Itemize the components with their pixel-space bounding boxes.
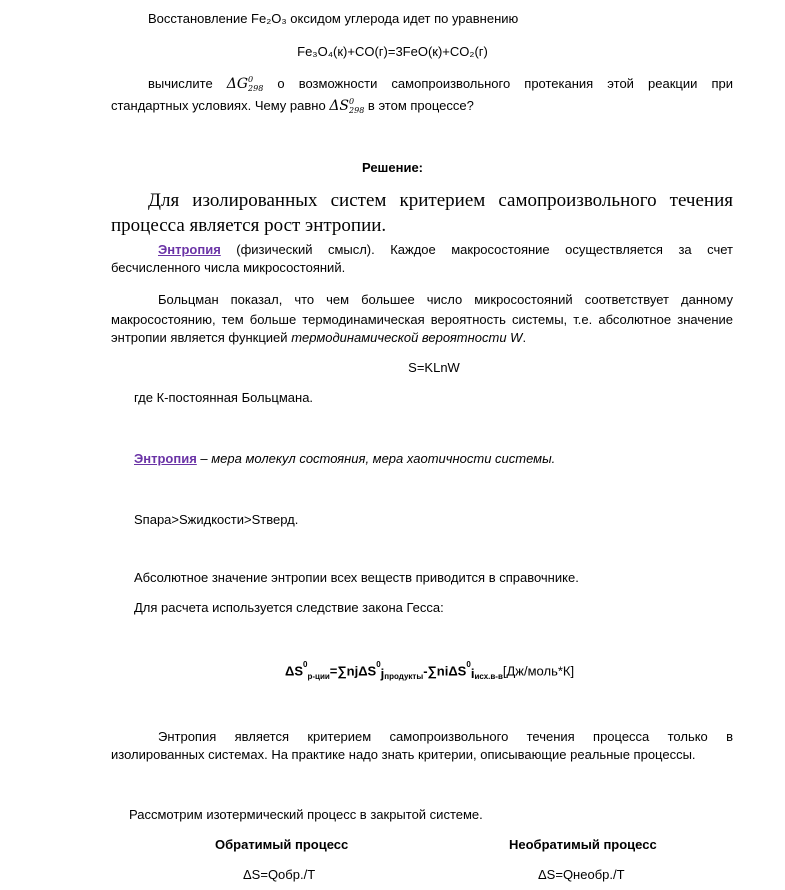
task-intro: Восстановление Fe₂O₃ оксидом углерода идет по уравнению (148, 11, 519, 26)
entropy-definition-cont: бесчисленного числа микросостояний. (111, 260, 346, 275)
hess-formula: $\Delta S^0_{р-ции}=\sum nj\Delta S^0j_{продукты}-\sum ni\Delta S^0i_{исх.в-в}[Дж/моль*К]$ (285, 660, 575, 682)
entropy-link[interactable]: Энтропия (158, 242, 221, 257)
task-text: о возможности самопроизвольного протекания этой реакции при (277, 76, 733, 91)
hess-intro: Для расчета используется следствие закона Гесса: (134, 600, 444, 615)
irreversible-equation: ΔS=Qнеобр./T (538, 867, 625, 882)
boltzmann-line-2: макросостоянию, тем больше термодинамическая вероятность системы, т.е. абсолютное значение (111, 312, 733, 327)
irreversible-heading: Необратимый процесс (509, 837, 657, 852)
boltzmann-line-3: энтропии является функцией термодинамической вероятности W. (111, 330, 527, 345)
entropy-order: Sпара>Sжидкости>Sтверд. (134, 512, 299, 527)
statement-line-1: Для изолированных систем критерием самопроизвольного течения (148, 190, 733, 211)
task-verb: вычислите (148, 76, 213, 91)
reference-note: Абсолютное значение энтропии всех веществ приводится в справочнике. (134, 570, 579, 585)
boltzmann-formula: S=KLnW (408, 360, 460, 375)
boltzmann-constant-note: где К-постоянная Больцмана. (134, 390, 314, 405)
entropy-chaos-definition: Энтропия – мера молекул состояния, мера хаотичности системы. (134, 451, 556, 466)
solution-heading: Решение: (361, 160, 424, 175)
reversible-heading: Обратимый процесс (215, 837, 349, 852)
entropy-link-2[interactable]: Энтропия (134, 451, 197, 466)
task-line-1 (148, 74, 733, 94)
reversible-equation: ΔS=Qобр./T (243, 867, 316, 882)
reaction-equation: Fe₃O₄(к)+CO(г)=3FeO(к)+CO₂(г) (297, 44, 488, 59)
isothermal-intro: Рассмотрим изотермический процесс в закрытой системе. (129, 807, 483, 822)
statement-line-2: процесса является рост энтропии. (111, 215, 387, 236)
criteria-line-1: Энтропия является критерием самопроизвольного течения процесса только в (158, 729, 733, 744)
entropy-symbol: ΔS 0 298 (329, 97, 365, 115)
boltzmann-line-1: Больцман показал, что чем большее число микросостояний соответствует данному (158, 292, 733, 307)
gibbs-symbol: ΔG 0 298 (226, 75, 264, 93)
criteria-line-2: изолированных системах. На практике надо знать критерии, описывающие реальные процессы. (111, 747, 696, 762)
task-line-2: стандартных условиях. Чему равно ΔS 0 298 в этом процессе? (111, 97, 474, 115)
entropy-definition: Энтропия (физический смысл). Каждое макросостояние осуществляется за счет (158, 242, 733, 257)
